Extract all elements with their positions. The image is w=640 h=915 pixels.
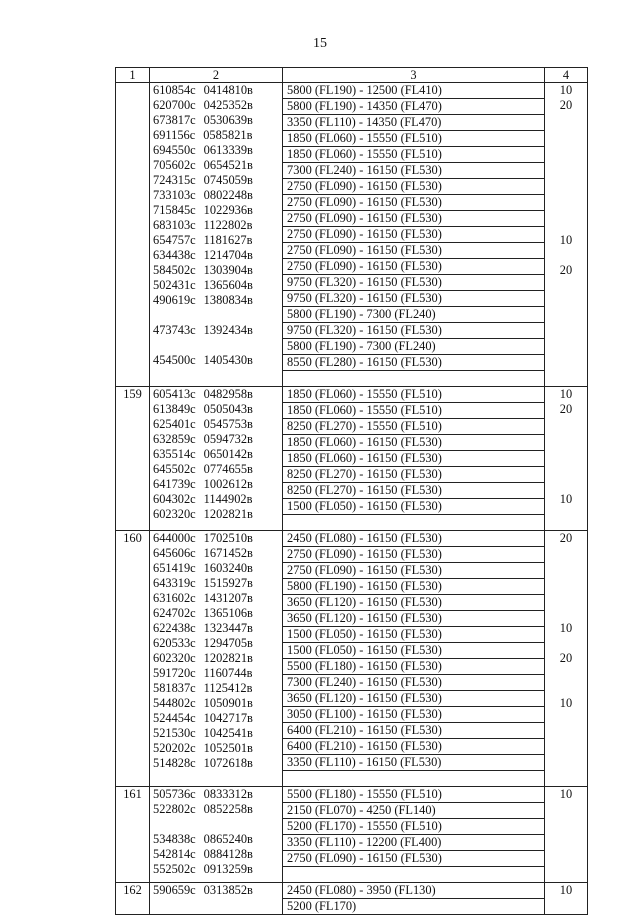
- longitude: 1392434в: [203, 323, 253, 337]
- coordinate-line: [153, 143, 279, 158]
- level-range: 1850 (FL060) - 15550 (FL510): [283, 403, 544, 419]
- coordinate-line: [153, 651, 279, 666]
- latitude: 622438с: [153, 621, 196, 635]
- level-range: 1850 (FL060) - 16150 (FL530): [283, 435, 544, 451]
- value: [548, 338, 584, 353]
- value: [548, 447, 584, 462]
- longitude: 1365604в: [203, 278, 253, 292]
- longitude: 1050901в: [203, 696, 253, 710]
- longitude: 1202821в: [203, 651, 253, 665]
- longitude: 0585821в: [203, 128, 253, 142]
- coordinate-line: [153, 462, 279, 477]
- level-range: 1850 (FL060) - 15550 (FL510): [283, 387, 544, 403]
- level-range: 5200 (FL170): [287, 899, 357, 913]
- level-range: 6400 (FL210) - 16150 (FL530): [283, 739, 544, 755]
- latitude: 514828с: [153, 756, 196, 770]
- coordinates-cell: [150, 531, 283, 787]
- latitude: 521530с: [153, 726, 196, 740]
- longitude: 0913259в: [203, 862, 253, 876]
- value: 10: [559, 233, 573, 247]
- longitude: 0852258в: [203, 802, 253, 816]
- longitude: 1144902в: [203, 492, 253, 506]
- value: [548, 802, 584, 817]
- latitude: 605413с: [153, 387, 196, 401]
- value: [548, 606, 584, 621]
- coordinate-line: [153, 293, 279, 308]
- coordinate-line: [153, 387, 279, 402]
- value: [548, 561, 584, 576]
- longitude: 0802248в: [203, 188, 253, 202]
- level-range: 5500 (FL180) - 16150 (FL530): [283, 659, 544, 675]
- longitude: 1052501в: [203, 741, 253, 755]
- levels-cell: [283, 787, 545, 883]
- coordinate-line: [153, 862, 279, 877]
- longitude: 0613339в: [203, 143, 253, 157]
- levels-cell: [283, 83, 545, 387]
- value: 20: [559, 531, 573, 545]
- longitude: 1323447в: [203, 621, 253, 635]
- coordinate-line: [153, 402, 279, 417]
- value: [548, 741, 584, 756]
- level-range: 2750 (FL090) - 16150 (FL530): [283, 851, 544, 867]
- group-id-cell: [116, 787, 150, 883]
- value: [548, 248, 584, 263]
- coordinate-line: [153, 666, 279, 681]
- longitude: 1380834в: [203, 293, 253, 307]
- value: [548, 756, 584, 771]
- header-col-4: 4: [545, 68, 588, 83]
- value: [548, 462, 584, 477]
- coordinate-line: [153, 802, 279, 817]
- levels-cell: [283, 387, 545, 531]
- levels-cell: [283, 883, 545, 915]
- level-range: 1500 (FL050) - 16150 (FL530): [283, 643, 544, 659]
- longitude: 1002612в: [203, 477, 253, 491]
- latitude: 691156с: [153, 128, 196, 142]
- value: [548, 188, 584, 203]
- coordinate-line: [153, 898, 279, 913]
- coordinate-line: [153, 158, 279, 173]
- latitude: 552502с: [153, 862, 196, 876]
- level-range: 8250 (FL270) - 16150 (FL530): [283, 483, 544, 499]
- longitude: 0774655в: [203, 462, 253, 476]
- value: [548, 308, 584, 323]
- value: [548, 477, 584, 492]
- coordinate-line: [153, 308, 279, 323]
- coordinates-cell: [150, 787, 283, 883]
- value-cell: [545, 83, 588, 387]
- value: [548, 726, 584, 741]
- latitude: 694550с: [153, 143, 196, 157]
- level-range: 5800 (FL190) - 14350 (FL470): [283, 99, 544, 115]
- level-range: 8250 (FL270) - 16150 (FL530): [283, 467, 544, 483]
- coordinate-line: [153, 128, 279, 143]
- level-range: 8550 (FL280) - 16150 (FL530): [283, 355, 544, 371]
- longitude: 1125412в: [203, 681, 253, 695]
- value: [548, 353, 584, 368]
- coordinate-line: [153, 531, 279, 546]
- level-range: 1850 (FL060) - 15550 (FL510): [283, 147, 544, 163]
- latitude: 534838с: [153, 832, 196, 846]
- level-range: 2450 (FL080) - 16150 (FL530): [283, 531, 544, 547]
- value: [548, 432, 584, 447]
- latitude: 651419с: [153, 561, 196, 575]
- value: [548, 323, 584, 338]
- level-range: 9750 (FL320) - 16150 (FL530): [283, 323, 544, 339]
- table-header-row: [116, 68, 588, 83]
- latitude: 645606с: [153, 546, 196, 560]
- level-range: 3650 (FL120) - 16150 (FL530): [283, 595, 544, 611]
- group-row: [116, 787, 588, 883]
- coordinate-line: [153, 787, 279, 802]
- group-id: 161: [123, 787, 142, 801]
- coordinates-cell: [150, 883, 283, 915]
- longitude: 1042717в: [203, 711, 253, 725]
- latitude: 643319с: [153, 576, 196, 590]
- level-range: 2750 (FL090) - 16150 (FL530): [283, 243, 544, 259]
- coordinate-line: [153, 847, 279, 862]
- level-range: 5200 (FL170) - 15550 (FL510): [283, 819, 544, 835]
- level-range: [283, 515, 544, 530]
- longitude: 1181627в: [203, 233, 253, 247]
- group-row: [116, 531, 588, 787]
- latitude: 490619с: [153, 293, 196, 307]
- longitude: 0833312в: [203, 787, 253, 801]
- latitude: 520202с: [153, 741, 196, 755]
- longitude: 0884128в: [203, 847, 253, 861]
- longitude: 0414810в: [203, 83, 253, 97]
- coordinate-line: [153, 561, 279, 576]
- level-range: [283, 867, 544, 882]
- coordinate-line: [153, 741, 279, 756]
- value: [548, 417, 584, 432]
- airspace-table: [115, 67, 588, 915]
- level-range: 8250 (FL270) - 15550 (FL510): [283, 419, 544, 435]
- value: [548, 203, 584, 218]
- coordinate-line: [153, 681, 279, 696]
- coordinate-line: [153, 606, 279, 621]
- value: 20: [559, 651, 573, 665]
- longitude: 0594732в: [203, 432, 253, 446]
- level-range: 5800 (FL190) - 16150 (FL530): [283, 579, 544, 595]
- latitude: 591720с: [153, 666, 196, 680]
- longitude: 1294705в: [203, 636, 253, 650]
- level-range: 3350 (FL110) - 12200 (FL400): [283, 835, 544, 851]
- longitude: 1160744в: [203, 666, 253, 680]
- coordinate-line: [153, 711, 279, 726]
- value: [548, 681, 584, 696]
- value: 10: [559, 83, 573, 97]
- latitude: 654757с: [153, 233, 196, 247]
- coordinate-line: [153, 432, 279, 447]
- value: [548, 636, 584, 651]
- coordinate-line: [153, 263, 279, 278]
- level-range: 3350 (FL110) - 14350 (FL470): [283, 115, 544, 131]
- level-range: 2750 (FL090) - 16150 (FL530): [283, 211, 544, 227]
- value: [548, 293, 584, 308]
- longitude: 1431207в: [203, 591, 253, 605]
- level-range: 2750 (FL090) - 16150 (FL530): [283, 259, 544, 275]
- coordinate-line: [153, 173, 279, 188]
- latitude: 502431с: [153, 278, 196, 292]
- latitude: 683103с: [153, 218, 196, 232]
- value: [548, 817, 584, 832]
- longitude: 1303904в: [203, 263, 253, 277]
- level-range: 5800 (FL190) - 7300 (FL240): [283, 307, 544, 323]
- latitude: 733103с: [153, 188, 196, 202]
- latitude: 454500с: [153, 353, 196, 367]
- latitude: 602320с: [153, 651, 196, 665]
- coordinate-line: [153, 278, 279, 293]
- level-range: 3650 (FL120) - 16150 (FL530): [283, 611, 544, 627]
- coordinate-line: [153, 546, 279, 561]
- coordinate-line: [153, 591, 279, 606]
- header-col-2: 2: [150, 68, 283, 83]
- latitude: 473743с: [153, 323, 196, 337]
- value: [548, 898, 584, 913]
- level-range: 3650 (FL120) - 16150 (FL530): [283, 691, 544, 707]
- level-range: 1500 (FL050) - 16150 (FL530): [283, 499, 544, 515]
- longitude: 1072618в: [203, 756, 253, 770]
- value: 20: [559, 263, 573, 277]
- group-id: 159: [123, 387, 142, 401]
- coordinates-cell: [150, 83, 283, 387]
- level-range: 5500 (FL180) - 15550 (FL510): [283, 787, 544, 803]
- longitude: 1671452в: [203, 546, 253, 560]
- value: [548, 143, 584, 158]
- level-range: 2750 (FL090) - 16150 (FL530): [283, 195, 544, 211]
- latitude: 544802с: [153, 696, 196, 710]
- latitude: 581837с: [153, 681, 196, 695]
- latitude: 724315с: [153, 173, 196, 187]
- longitude: 0654521в: [203, 158, 253, 172]
- coordinate-line: [153, 83, 279, 98]
- latitude: 673817с: [153, 113, 196, 127]
- value-cell: [545, 531, 588, 787]
- longitude: 0313852в: [203, 883, 253, 897]
- coordinate-line: [153, 817, 279, 832]
- longitude: 0505043в: [203, 402, 253, 416]
- latitude: 632859с: [153, 432, 196, 446]
- coordinate-line: [153, 417, 279, 432]
- latitude: 584502с: [153, 263, 196, 277]
- latitude: 620700с: [153, 98, 196, 112]
- value: [548, 711, 584, 726]
- level-range: 2150 (FL070) - 4250 (FL140): [283, 803, 544, 819]
- longitude: 1365106в: [203, 606, 253, 620]
- value: 20: [559, 98, 573, 112]
- latitude: 634438с: [153, 248, 196, 262]
- value: 20: [559, 402, 573, 416]
- longitude: 1202821в: [203, 507, 253, 521]
- coordinate-line: [153, 756, 279, 771]
- levels-cell: [283, 531, 545, 787]
- coordinate-line: [153, 621, 279, 636]
- value: 10: [559, 787, 573, 801]
- level-range: 1500 (FL050) - 16150 (FL530): [283, 627, 544, 643]
- coordinate-line: [153, 447, 279, 462]
- group-id-cell: [116, 387, 150, 531]
- level-range: 7300 (FL240) - 16150 (FL530): [283, 163, 544, 179]
- latitude: 641739с: [153, 477, 196, 491]
- value: 10: [559, 621, 573, 635]
- latitude: 604302с: [153, 492, 196, 506]
- coordinate-line: [153, 696, 279, 711]
- level-range: 6400 (FL210) - 16150 (FL530): [283, 723, 544, 739]
- latitude: 625401с: [153, 417, 196, 431]
- level-range: [283, 371, 544, 386]
- value: [548, 173, 584, 188]
- coordinates-cell: [150, 387, 283, 531]
- value: 10: [559, 387, 573, 401]
- group-id: 162: [123, 883, 142, 897]
- longitude: 0745059в: [203, 173, 253, 187]
- value: [548, 576, 584, 591]
- group-id: 160: [123, 531, 142, 545]
- latitude: 610854с: [153, 83, 196, 97]
- value-cell: [545, 787, 588, 883]
- header-col-1: 1: [116, 68, 150, 83]
- longitude: 0482958в: [203, 387, 253, 401]
- coordinate-line: [153, 576, 279, 591]
- longitude: 1214704в: [203, 248, 253, 262]
- value: [548, 278, 584, 293]
- group-row: [116, 83, 588, 387]
- latitude: 505736с: [153, 787, 196, 801]
- longitude: 1022936в: [203, 203, 253, 217]
- longitude: 1405430в: [203, 353, 253, 367]
- coordinate-line: [153, 353, 279, 368]
- latitude: 631602с: [153, 591, 196, 605]
- longitude: 0530639в: [203, 113, 253, 127]
- coordinate-line: [153, 203, 279, 218]
- value: [548, 832, 584, 847]
- group-id-cell: [116, 531, 150, 787]
- latitude: 542814с: [153, 847, 196, 861]
- group-row: [116, 883, 588, 915]
- value: [548, 113, 584, 128]
- longitude: 1042541в: [203, 726, 253, 740]
- coordinate-line: [153, 726, 279, 741]
- coordinate-line: [153, 233, 279, 248]
- group-id-cell: [116, 883, 150, 915]
- latitude: 620533с: [153, 636, 196, 650]
- latitude: 635514с: [153, 447, 196, 461]
- value: [548, 507, 584, 522]
- value: 10: [559, 883, 573, 897]
- coordinate-line: [153, 98, 279, 113]
- latitude: 613849с: [153, 402, 196, 416]
- value: [548, 218, 584, 233]
- latitude: 522802с: [153, 802, 196, 816]
- latitude: 624702с: [153, 606, 196, 620]
- coordinate-line: [153, 636, 279, 651]
- level-range: 7300 (FL240) - 16150 (FL530): [283, 675, 544, 691]
- coordinate-line: [153, 338, 279, 353]
- latitude: 524454с: [153, 711, 196, 725]
- longitude: 0425352в: [203, 98, 253, 112]
- level-range: 1850 (FL060) - 16150 (FL530): [283, 451, 544, 467]
- longitude: 0865240в: [203, 832, 253, 846]
- coordinate-line: [153, 883, 279, 898]
- latitude: 644000с: [153, 531, 196, 545]
- level-range: 5800 (FL190) - 7300 (FL240): [283, 339, 544, 355]
- level-range: 2750 (FL090) - 16150 (FL530): [283, 179, 544, 195]
- header-col-3: 3: [283, 68, 545, 83]
- value: [548, 158, 584, 173]
- group-id-cell: [116, 83, 150, 387]
- coordinate-line: [153, 113, 279, 128]
- coordinate-line: [153, 832, 279, 847]
- coordinate-line: [153, 188, 279, 203]
- coordinate-line: [153, 248, 279, 263]
- coordinate-line: [153, 507, 279, 522]
- level-range: 3350 (FL110) - 16150 (FL530): [283, 755, 544, 771]
- latitude: 705602с: [153, 158, 196, 172]
- page-number: 15: [313, 36, 327, 51]
- value: [548, 862, 584, 877]
- value-cell: [545, 387, 588, 531]
- level-range: 9750 (FL320) - 16150 (FL530): [283, 275, 544, 291]
- latitude: 715845с: [153, 203, 196, 217]
- value: 10: [559, 696, 573, 710]
- longitude: 1702510в: [203, 531, 253, 545]
- level-range: 2450 (FL080) - 3950 (FL130): [283, 883, 544, 899]
- value: [548, 591, 584, 606]
- coordinate-line: [153, 323, 279, 338]
- level-range: 2750 (FL090) - 16150 (FL530): [283, 227, 544, 243]
- value: [548, 666, 584, 681]
- coordinate-line: [153, 492, 279, 507]
- level-range: 1850 (FL060) - 15550 (FL510): [283, 131, 544, 147]
- coordinate-line: [153, 477, 279, 492]
- longitude: 1515927в: [203, 576, 253, 590]
- longitude: 0545753в: [203, 417, 253, 431]
- longitude: 0650142в: [203, 447, 253, 461]
- coordinate-line: [153, 218, 279, 233]
- value-cell: [545, 883, 588, 915]
- value: 10: [559, 492, 573, 506]
- longitude: 1122802в: [203, 218, 253, 232]
- level-range: 3050 (FL100) - 16150 (FL530): [283, 707, 544, 723]
- level-range: 2750 (FL090) - 16150 (FL530): [283, 563, 544, 579]
- level-range: 2750 (FL090) - 16150 (FL530): [283, 547, 544, 563]
- longitude: 1603240в: [203, 561, 253, 575]
- value: [548, 546, 584, 561]
- level-range: 5800 (FL190) - 12500 (FL410): [283, 83, 544, 99]
- level-range: [283, 771, 544, 786]
- group-row: [116, 387, 588, 531]
- latitude: 590659с: [153, 883, 196, 897]
- value: [548, 847, 584, 862]
- value: [548, 128, 584, 143]
- latitude: 645502с: [153, 462, 196, 476]
- level-range: 9750 (FL320) - 16150 (FL530): [283, 291, 544, 307]
- group-id: [119, 83, 146, 98]
- latitude: 602320с: [153, 507, 196, 521]
